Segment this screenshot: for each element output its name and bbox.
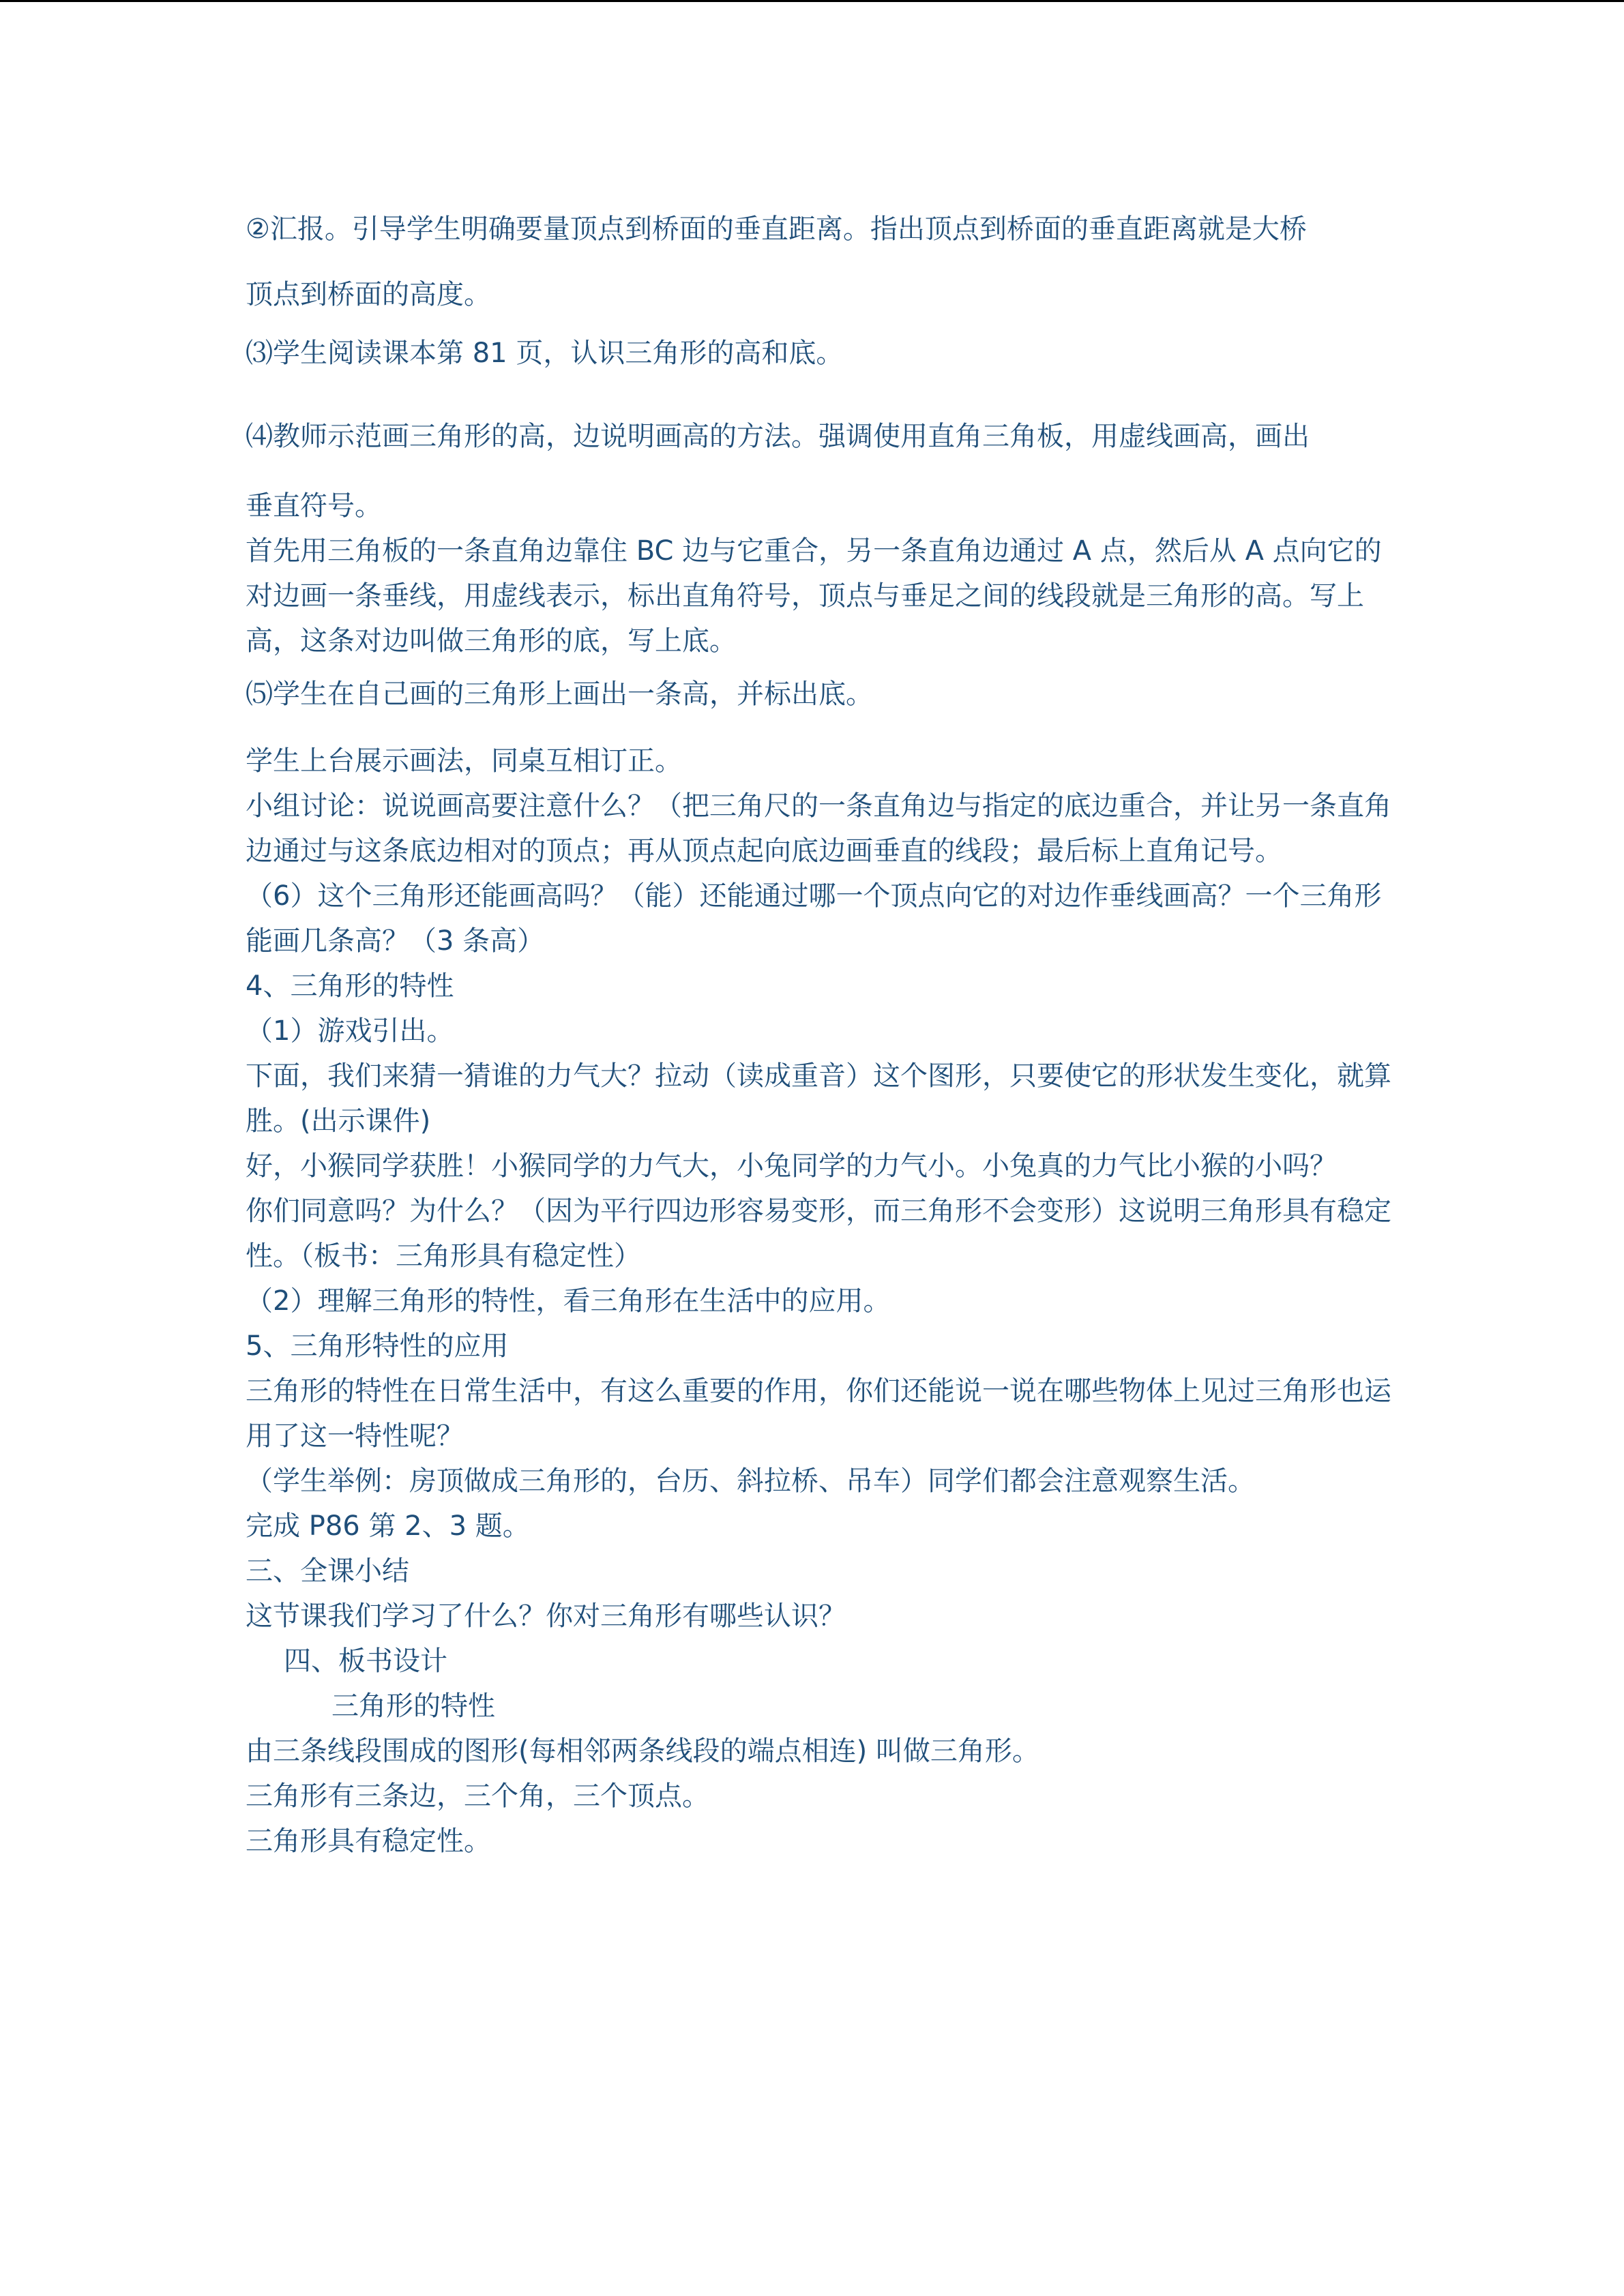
board-definition: 由三条线段围成的图形(每相邻两条线段的端点相连) 叫做三角形。 <box>246 1735 1039 1767</box>
paragraph-report-step: ②汇报。引导学生明确要量顶点到桥面的垂直距离。指出顶点到桥面的垂直距离就是大桥 <box>246 213 1307 245</box>
board-stability: 三角形具有稳定性。 <box>246 1825 491 1857</box>
heading-triangle-property: 4、三角形的特性 <box>246 970 454 1002</box>
paragraph-teacher-demo: ⑷教师示范画三角形的高，边说明画高的方法。强调使用直角三角板，用虚线画高，画出 <box>246 421 1310 452</box>
paragraph-read-textbook: ⑶学生阅读课本第 81 页，认识三角形的高和底。 <box>246 338 844 369</box>
paragraph-group-discussion: 小组讨论：说说画高要注意什么？（把三角尺的一条直角边与指定的底边重合，并让另一条直角边通过与这条底边相对的顶点；再从顶点起向底边画垂直的线段；最后标上直角记号。 <box>246 790 1391 867</box>
paragraph-draw-method: 首先用三角板的一条直角边靠住 BC 边与它重合，另一条直角边通过 A 点，然后从 A 点向它的对边画一条垂线，用虚线表示，标出直角符号，顶点与垂足之间的线段就是三角形的高。写上高，这条对边叫做三角形的底，写上底。 <box>246 535 1382 657</box>
heading-summary: 三、全课小结 <box>246 1555 409 1587</box>
paragraph-guess-strength: 下面，我们来猜一猜谁的力气大？拉动（读成重音）这个图形，只要使它的形状发生变化，就算胜。(出示课件) <box>246 1060 1391 1137</box>
paragraph-report-step-cont: 顶点到桥面的高度。 <box>246 279 491 310</box>
heading-board-design: 四、板书设计 <box>284 1645 447 1677</box>
paragraph-question-6: （6）这个三角形还能画高吗？（能）还能通过哪一个顶点向它的对边作垂线画高？一个三角形能画几条高？（3 条高） <box>246 880 1382 957</box>
paragraph-game-intro: （1）游戏引出。 <box>246 1015 454 1047</box>
board-title: 三角形的特性 <box>331 1690 495 1722</box>
paragraph-teacher-demo-cont: 垂直符号。 <box>246 490 382 522</box>
paragraph-student-examples: （学生举例：房顶做成三角形的，台历、斜拉桥、吊车）同学们都会注意观察生活。 <box>246 1465 1255 1497</box>
paragraph-daily-life: 三角形的特性在日常生活中，有这么重要的作用，你们还能说一说在哪些物体上见过三角形也运用了这一特性呢？ <box>246 1375 1391 1452</box>
paragraph-student-draw: ⑸学生在自己画的三角形上画出一条高，并标出底。 <box>246 679 873 710</box>
paragraph-student-show: 学生上台展示画法，同桌互相订正。 <box>246 745 682 777</box>
paragraph-summary-question: 这节课我们学习了什么？你对三角形有哪些认识？ <box>246 1600 846 1632</box>
paragraph-monkey-wins: 好，小猴同学获胜！小猴同学的力气大，小兔同学的力气小。小兔真的力气比小猴的小吗？ <box>246 1150 1337 1182</box>
paragraph-understand-property: （2）理解三角形的特性，看三角形在生活中的应用。 <box>246 1285 891 1317</box>
document-body <box>246 207 1391 1864</box>
heading-property-application: 5、三角形特性的应用 <box>246 1330 509 1362</box>
board-sides-angles: 三角形有三条边，三个角，三个顶点。 <box>246 1780 709 1812</box>
paragraph-exercise: 完成 P86 第 2、3 题。 <box>246 1510 530 1542</box>
paragraph-stability: 你们同意吗？为什么？（因为平行四边形容易变形，而三角形不会变形）这说明三角形具有稳定性。（板书：三角形具有稳定性） <box>246 1195 1391 1272</box>
